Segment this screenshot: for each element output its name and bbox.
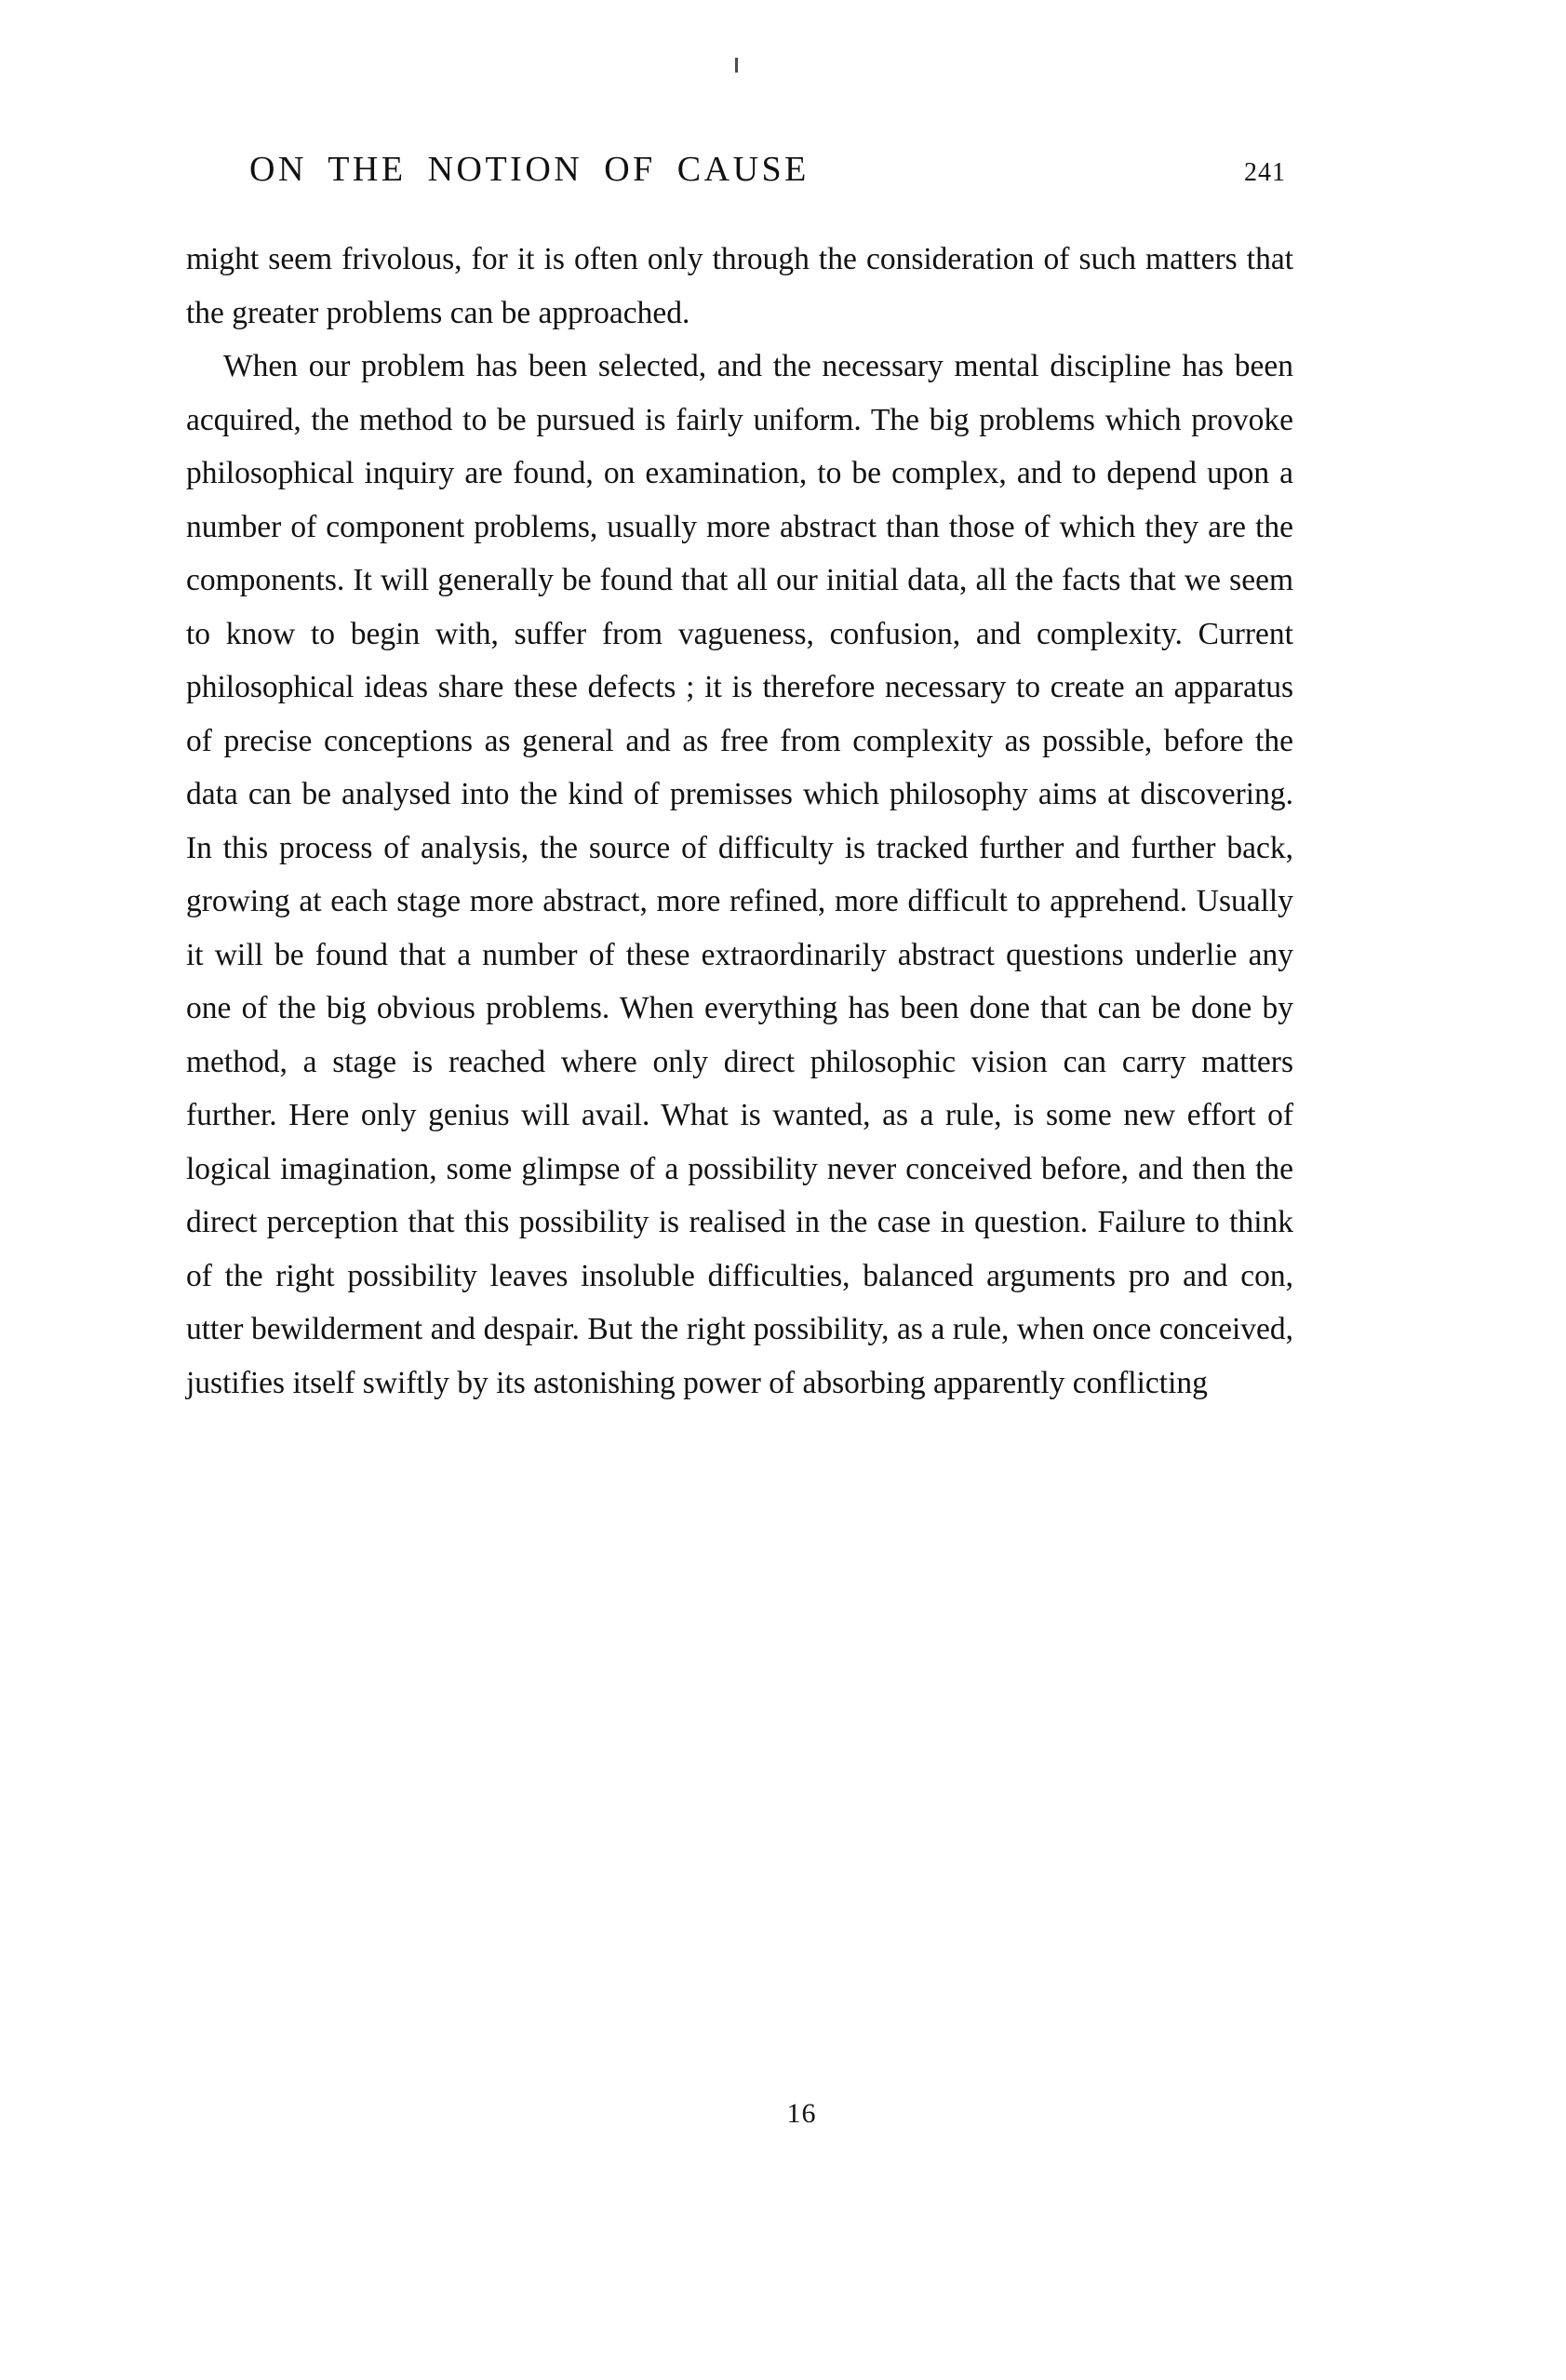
running-head-title: ON THE NOTION OF CAUSE (249, 150, 810, 189)
signature-mark-line (0, 2098, 1566, 2130)
paragraph: might seem frivolous, for it is often only through the consideration of such matters that the greater problems can be approached. (186, 242, 1293, 330)
paragraph: When our problem has been selected, and the necessary mental discipline has been acquired, the method to be pursued is fairly uniform. The big problems which provoke philosophical inquiry are found, on examination, to be complex, and to depend upon a number of component problems, usually more abstract than those of which they are the components. It will generally be found that all our initial data, all the facts that we seem to know to begin with, suffer from vagueness, confusion, and complexity. Current philosophical ideas share these defects ; it is therefore necessary to create an apparatus of precise conceptions as general and as free from complexity as possible, before the data can be analysed into the kind of premisses which philosophy aims at discovering. In this process of analysis, the source of difficulty is tracked further and further back, growing at each stage more abstract, more refined, more difficult to apprehend. Usually it will be found that a number of these extraordinarily abstract questions underlie any one of the big obvious problems. When everything has been done that can be done by method, a stage is reached where only direct philosophic vision can carry matters further. Here only genius will avail. What is wanted, as a rule, is some new effort of logical imagination, some glimpse of a possibility never conceived before, and then the direct perception that this possibility is realised in the case in question. Failure to think of the right possibility leaves insoluble difficulties, balanced arguments pro and con, utter bewilderment and despair. But the right possibility, as a rule, when once conceived, justifies itself swiftly by its astonishing power of absorbing apparently conflicting (186, 349, 1293, 1400)
page-number: 241 (1244, 158, 1286, 187)
running-head (186, 149, 1293, 190)
signature-mark: 16 (786, 2098, 817, 2129)
body-text (186, 233, 1293, 1410)
page-trim-mark (735, 58, 738, 73)
page-content-block (186, 149, 1293, 1410)
